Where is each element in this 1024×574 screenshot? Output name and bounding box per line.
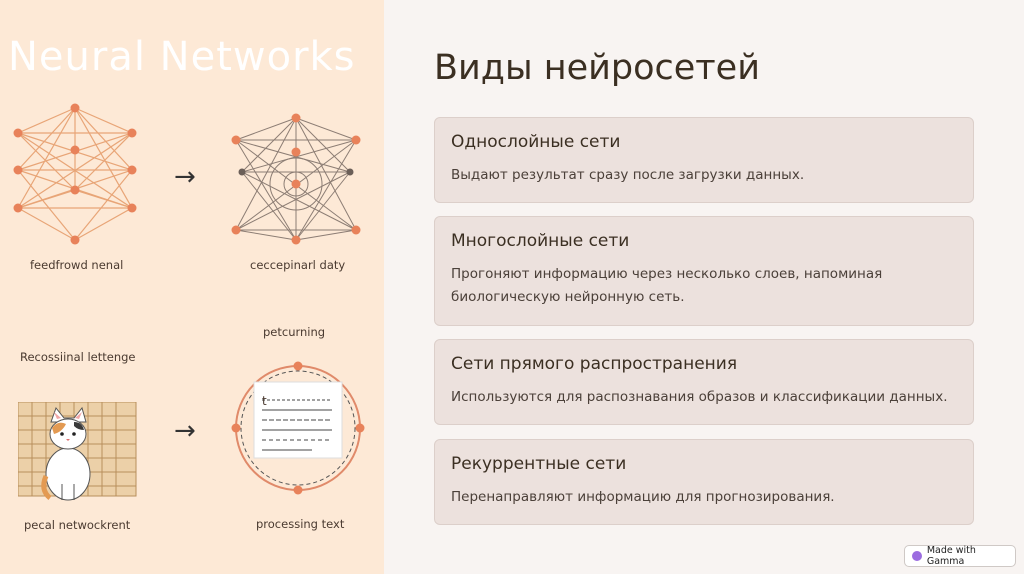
caption-ceccepinarl: ceccepinarl daty — [250, 258, 346, 272]
text-document-diagram — [228, 360, 368, 500]
caption-feedforward: feedfrowd nenal — [30, 258, 124, 272]
arrow-icon: → — [174, 162, 196, 192]
badge-label: Made with Gamma — [926, 545, 976, 567]
card-description: Используются для распознавания образов и классификации данных. — [451, 389, 948, 405]
card-description: Прогоняют информацию через несколько слоев, напоминая биологическую нейронную сеть. — [451, 266, 883, 305]
caption-pecal: pecal netwockrent — [24, 518, 131, 532]
gamma-logo-icon — [912, 551, 922, 561]
complex-network-diagram — [228, 112, 368, 247]
card-title: Сети прямого распространения — [451, 354, 738, 374]
card-title: Однослойные сети — [451, 132, 621, 152]
card-multi-layer — [434, 216, 974, 326]
page-title: Виды нейросетей — [434, 48, 760, 88]
caption-petcurning: petcurning — [263, 325, 326, 339]
card-description: Выдают результат сразу после загрузки данных. — [451, 167, 805, 183]
made-with-gamma-badge[interactable] — [904, 545, 1016, 567]
card-single-layer — [434, 117, 974, 203]
caption-processing: processing text — [256, 517, 345, 531]
card-recurrent — [434, 439, 974, 525]
card-feedforward — [434, 339, 974, 425]
arrow-icon: → — [174, 416, 196, 446]
text-cursor-glyph: t — [262, 394, 267, 408]
cat-image — [18, 402, 138, 502]
card-title: Многослойные сети — [451, 231, 630, 251]
caption-recossiinal: Recossiinal lettenge — [20, 350, 136, 364]
illustration-title: Neural Networks — [8, 34, 356, 80]
card-title: Рекуррентные сети — [451, 454, 627, 474]
feedforward-network-diagram — [10, 100, 150, 250]
illustration-panel — [0, 0, 384, 574]
card-description: Перенаправляют информацию для прогнозирования. — [451, 489, 835, 505]
